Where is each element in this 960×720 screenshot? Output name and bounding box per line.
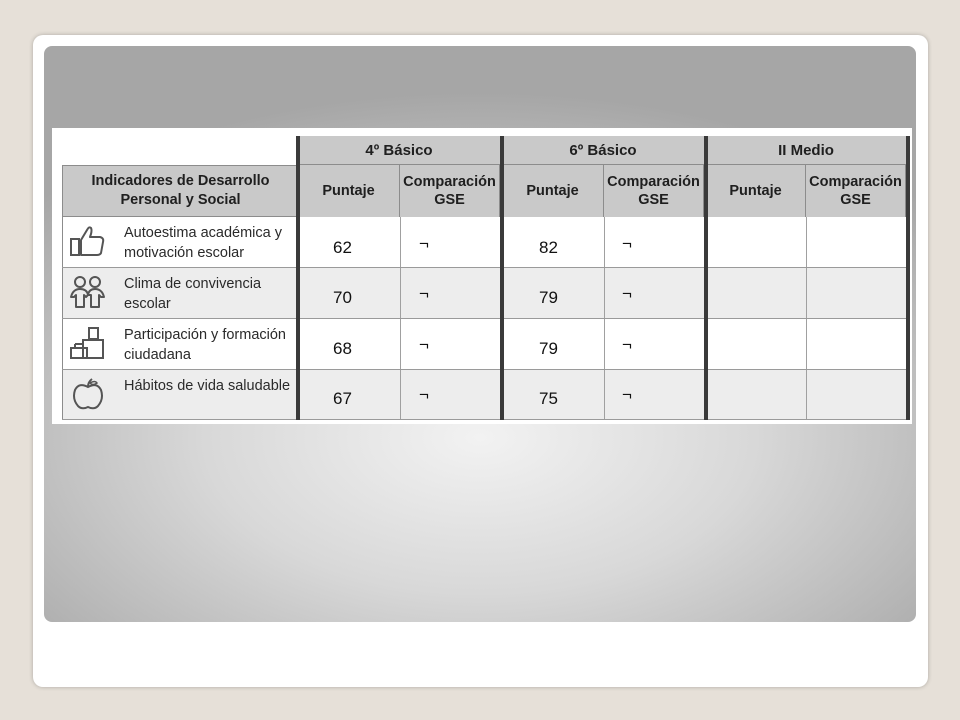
subheader-puntaje-6b: Puntaje (502, 165, 604, 217)
table-row (62, 268, 910, 319)
indicator-label: Hábitos de vida saludable (124, 378, 291, 394)
group-header-6-basico: 6º Básico (502, 136, 704, 165)
indicator-label: Clima de convivencia escolar (124, 276, 262, 312)
group-header-ii-medio: II Medio (706, 136, 906, 165)
comparison-6-basico: ¬ (622, 335, 632, 354)
score-4-basico: 62 (333, 238, 352, 257)
score-4-basico: 70 (333, 288, 352, 307)
score-6-basico: 79 (539, 339, 558, 358)
results-table (62, 136, 910, 420)
table-row (62, 217, 910, 268)
group-separator (500, 136, 504, 420)
thumbs-up-icon (69, 224, 107, 258)
two-people-icon (69, 275, 107, 309)
apple-icon (69, 377, 107, 411)
comparison-4-basico: ¬ (419, 284, 429, 303)
score-6-basico: 79 (539, 288, 558, 307)
subheader-puntaje-4b: Puntaje (298, 165, 400, 217)
table-row (62, 370, 910, 420)
comparison-4-basico: ¬ (419, 234, 429, 253)
indicator-header: Indicadores de Desarrollo Personal y Social (62, 165, 298, 217)
subheader-puntaje-iim: Puntaje (706, 165, 806, 217)
group-separator (704, 136, 708, 420)
subheader-comparacion-6b: Comparación GSE (604, 165, 704, 217)
comparison-6-basico: ¬ (622, 385, 632, 404)
score-4-basico: 68 (333, 339, 352, 358)
score-4-basico: 67 (333, 389, 352, 408)
comparison-4-basico: ¬ (419, 335, 429, 354)
group-header-4-basico: 4º Básico (298, 136, 500, 165)
comparison-6-basico: ¬ (622, 234, 632, 253)
indicator-label: Participación y formación ciudadana (124, 327, 286, 363)
score-6-basico: 75 (539, 389, 558, 408)
group-separator (296, 136, 300, 420)
subheader-comparacion-4b: Comparación GSE (400, 165, 500, 217)
ballot-box-icon (69, 326, 107, 360)
indicator-label: Autoestima académica y motivación escolar (124, 225, 282, 261)
score-6-basico: 82 (539, 238, 558, 257)
comparison-4-basico: ¬ (419, 385, 429, 404)
table-row (62, 319, 910, 370)
comparison-6-basico: ¬ (622, 284, 632, 303)
subheader-comparacion-iim: Comparación GSE (806, 165, 906, 217)
group-separator (906, 136, 910, 420)
